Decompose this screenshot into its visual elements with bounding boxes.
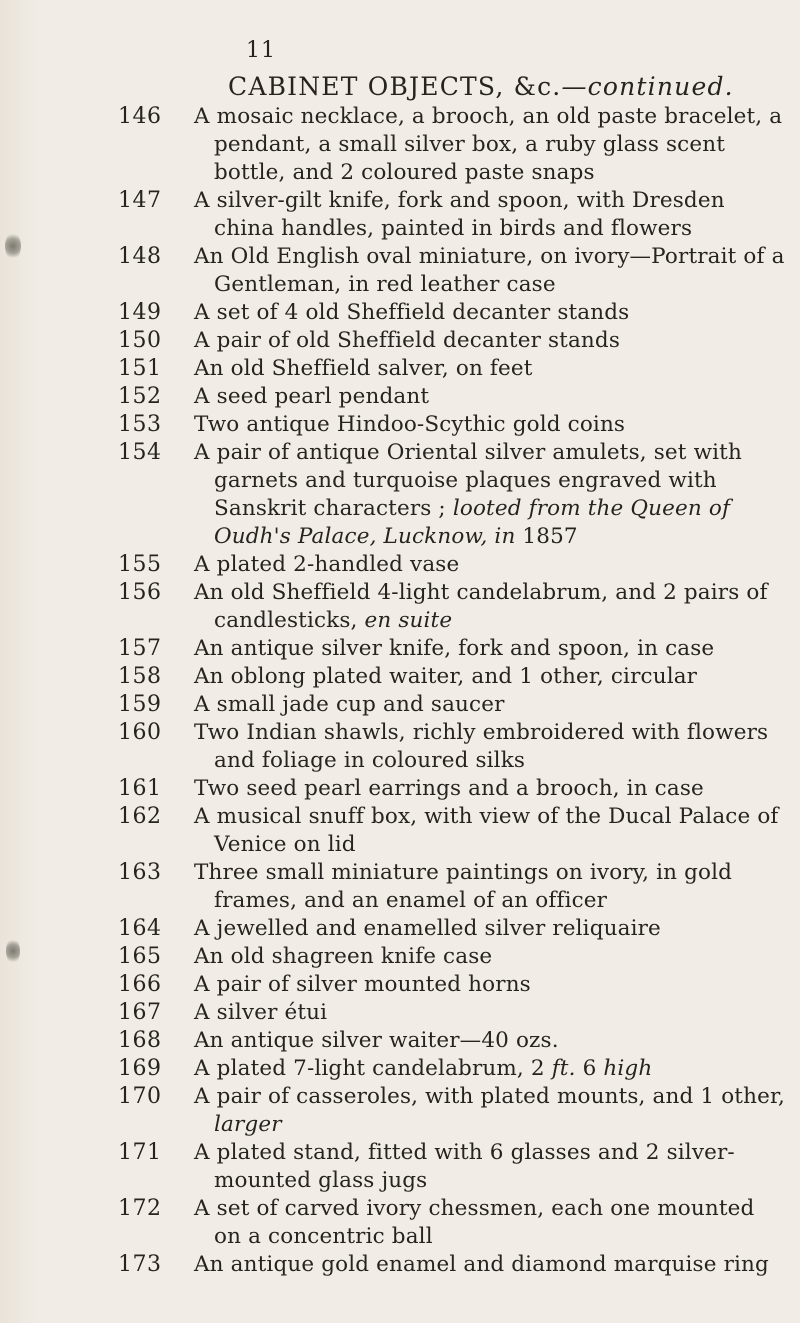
lot-description (194, 327, 788, 355)
lot-description-text: A small jade cup and saucer (194, 692, 505, 717)
lot-number: 171 (118, 1140, 162, 1165)
lot-number: 146 (118, 104, 162, 129)
section-heading (228, 72, 734, 101)
lot-entry (0, 103, 800, 187)
lot-description-italic: larger (214, 1112, 282, 1137)
lot-list (0, 103, 800, 1279)
lot-description-text: A plated stand, fitted with 6 glasses and 2 silver-mounted glass jugs (194, 1140, 735, 1193)
lot-entry (0, 775, 800, 803)
lot-description (194, 243, 788, 299)
lot-entry (0, 1139, 800, 1195)
lot-description (194, 103, 788, 187)
lot-number: 148 (118, 244, 162, 269)
lot-description-text: Two seed pearl earrings and a brooch, in case (194, 776, 704, 801)
lot-description-text: Two antique Hindoo-Scythic gold coins (194, 412, 626, 437)
lot-description (194, 663, 788, 691)
lot-description-text: A set of carved ivory chessmen, each one mounted on a concentric ball (194, 1196, 755, 1249)
lot-description (194, 943, 788, 971)
lot-description-text: An Old English oval miniature, on ivory—Portrait of a Gentleman, in red leather case (194, 244, 785, 297)
lot-description (194, 1083, 788, 1139)
lot-number: 156 (118, 580, 162, 605)
page-number: 11 (246, 38, 276, 63)
lot-description-text: An old shagreen knife case (194, 944, 493, 969)
lot-description-text: An old Sheffield salver, on feet (194, 356, 533, 381)
lot-entry (0, 999, 800, 1027)
lot-description-text: An antique gold enamel and diamond marquise ring (194, 1252, 769, 1277)
lot-description-text: Three small miniature paintings on ivory, in gold frames, and an enamel of an officer (194, 860, 733, 913)
lot-description (194, 691, 788, 719)
lot-entry (0, 803, 800, 859)
lot-number: 159 (118, 692, 162, 717)
lot-description (194, 775, 788, 803)
lot-entry (0, 691, 800, 719)
lot-entry (0, 327, 800, 355)
lot-description (194, 1139, 788, 1195)
lot-description-text: A pair of silver mounted horns (194, 972, 531, 997)
lot-number: 170 (118, 1084, 162, 1109)
lot-number: 168 (118, 1028, 162, 1053)
lot-description-text: A pair of antique Oriental silver amulets, set with garnets and turquoise plaques engraved with Sanskrit characters ; (194, 440, 742, 521)
lot-entry (0, 663, 800, 691)
lot-entry (0, 719, 800, 775)
lot-description (194, 635, 788, 663)
lot-description (194, 1055, 788, 1083)
lot-number: 152 (118, 384, 162, 409)
lot-number: 149 (118, 300, 162, 325)
lot-entry (0, 411, 800, 439)
lot-number: 173 (118, 1252, 162, 1277)
lot-entry (0, 915, 800, 943)
lot-number: 165 (118, 944, 162, 969)
lot-description-text: Two Indian shawls, richly embroidered with flowers and foliage in coloured silks (194, 720, 769, 773)
lot-description-text: An antique silver waiter—40 ozs. (194, 1028, 559, 1053)
lot-number: 155 (118, 552, 162, 577)
lot-entry (0, 551, 800, 579)
lot-description-text: A plated 7-light candelabrum, 2 (194, 1056, 552, 1081)
lot-entry (0, 859, 800, 915)
lot-description-text: A pair of old Sheffield decanter stands (194, 328, 621, 353)
lot-description-text: A musical snuff box, with view of the Ducal Palace of Venice on lid (194, 804, 779, 857)
lot-description (194, 719, 788, 775)
lot-description-italic: looted from the Queen of Oudh's Palace, Lucknow, in (214, 496, 731, 549)
lot-number: 160 (118, 720, 162, 745)
lot-entry (0, 1251, 800, 1279)
lot-number: 157 (118, 636, 162, 661)
lot-description-text: An oblong plated waiter, and 1 other, circular (194, 664, 698, 689)
lot-description-italic: high (603, 1056, 653, 1081)
lot-number: 151 (118, 356, 162, 381)
lot-description (194, 1027, 788, 1055)
lot-description (194, 551, 788, 579)
lot-entry (0, 1195, 800, 1251)
lot-number: 166 (118, 972, 162, 997)
lot-entry (0, 971, 800, 999)
lot-entry (0, 299, 800, 327)
lot-description (194, 915, 788, 943)
lot-entry (0, 243, 800, 299)
lot-description-text: An old Sheffield 4-light candelabrum, and 2 pairs of candlesticks, (194, 580, 768, 633)
lot-description-text: A silver-gilt knife, fork and spoon, with Dresden china handles, painted in birds and flowers (194, 188, 725, 241)
lot-description (194, 859, 788, 915)
lot-description-text: A pair of casseroles, with plated mounts, and 1 other, (194, 1084, 786, 1109)
lot-number: 164 (118, 916, 162, 941)
lot-number: 162 (118, 804, 162, 829)
lot-number: 169 (118, 1056, 162, 1081)
lot-description-italic: en suite (364, 608, 453, 633)
lot-number: 167 (118, 1000, 162, 1025)
lot-entry (0, 943, 800, 971)
lot-description (194, 1251, 788, 1279)
lot-number: 153 (118, 412, 162, 437)
lot-description (194, 383, 788, 411)
lot-description (194, 299, 788, 327)
lot-entry (0, 1027, 800, 1055)
lot-description-text: A mosaic necklace, a brooch, an old paste bracelet, a pendant, a small silver box, a ruby glass scent bottle, and 2 coloured paste snaps (194, 104, 783, 185)
lot-description-text: 6 (575, 1056, 604, 1081)
lot-number: 147 (118, 188, 162, 213)
lot-description-italic: ft. (551, 1056, 576, 1081)
lot-number: 158 (118, 664, 162, 689)
lot-number: 150 (118, 328, 162, 353)
lot-entry (0, 439, 800, 551)
section-heading-continued: —continued. (561, 72, 734, 101)
lot-entry (0, 1055, 800, 1083)
lot-entry (0, 635, 800, 663)
lot-description (194, 579, 788, 635)
lot-description-text: A seed pearl pendant (194, 384, 430, 409)
lot-description-text: An antique silver knife, fork and spoon, in case (194, 636, 715, 661)
lot-description (194, 999, 788, 1027)
lot-entry (0, 355, 800, 383)
lot-number: 172 (118, 1196, 162, 1221)
lot-description-text: A jewelled and enamelled silver reliquaire (194, 916, 661, 941)
lot-description (194, 1195, 788, 1251)
lot-number: 163 (118, 860, 162, 885)
lot-number: 154 (118, 440, 162, 465)
lot-description (194, 187, 788, 243)
lot-entry (0, 383, 800, 411)
lot-entry (0, 1083, 800, 1139)
lot-description (194, 803, 788, 859)
lot-description (194, 411, 788, 439)
section-heading-main: CABINET OBJECTS, &c. (228, 72, 562, 101)
lot-description-text: A set of 4 old Sheffield decanter stands (194, 300, 630, 325)
lot-description (194, 355, 788, 383)
lot-description-text: A plated 2-handled vase (194, 552, 460, 577)
lot-description (194, 971, 788, 999)
lot-description-text: A silver étui (194, 1000, 328, 1025)
lot-description (194, 439, 788, 551)
lot-entry (0, 579, 800, 635)
lot-number: 161 (118, 776, 162, 801)
lot-description-text: 1857 (515, 524, 578, 549)
lot-entry (0, 187, 800, 243)
